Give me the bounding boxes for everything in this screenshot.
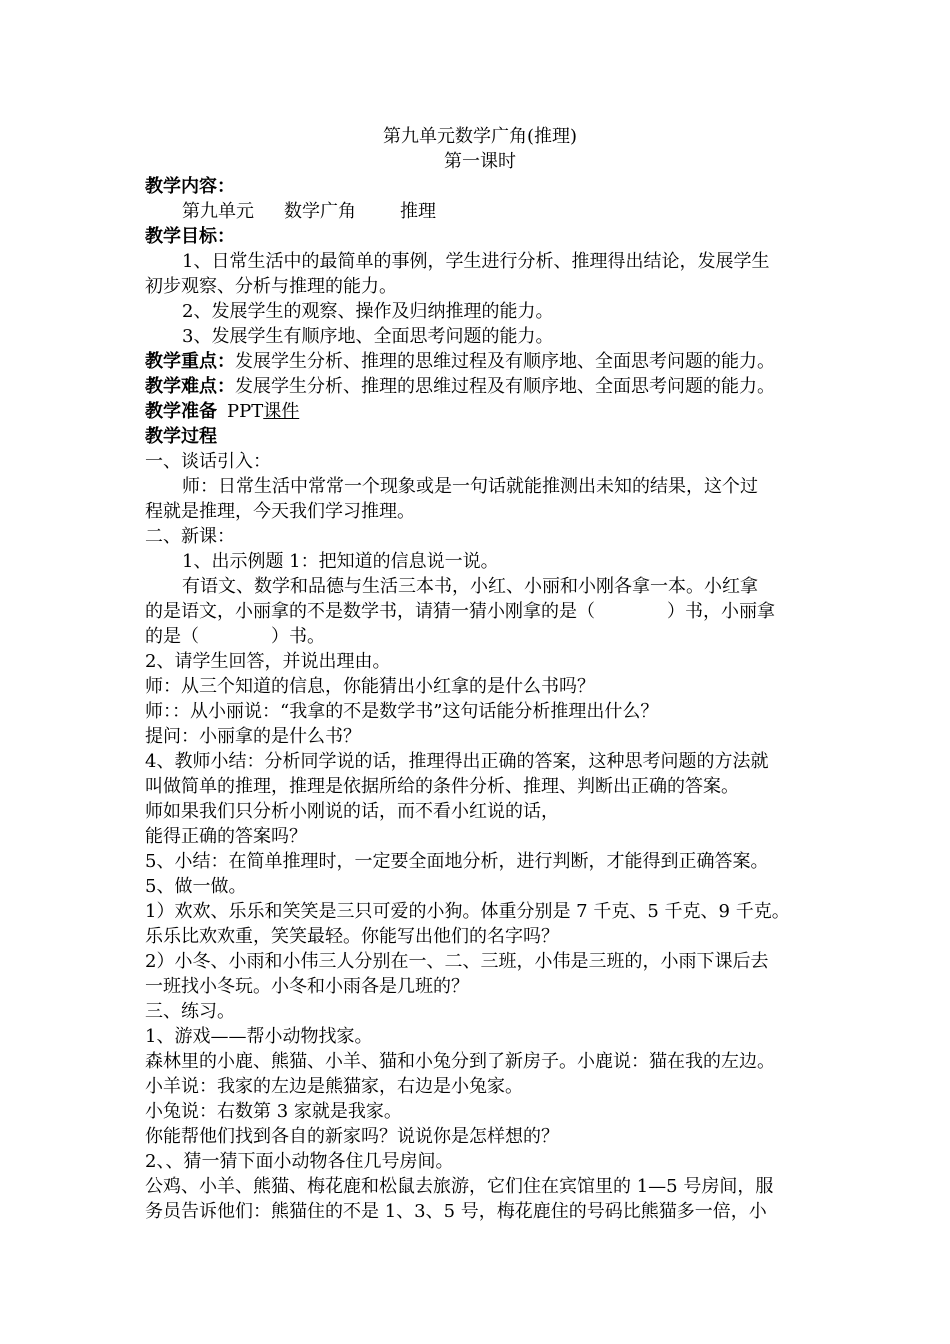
content-topic: 数学广角 bbox=[284, 201, 356, 222]
summary-4-line-2: 叫做简单的推理，推理是依据所给的条件分析、推理、判断出正确的答案。 bbox=[145, 776, 739, 797]
intro-paragraph-line-1: 师：日常生活中常常一个现象或是一句话就能推测出未知的结果，这个过 bbox=[182, 476, 758, 497]
preparation-label: 教学准备 bbox=[145, 401, 217, 422]
teaching-key-point bbox=[145, 349, 815, 374]
exercise-1-title: 1、游戏——帮小动物找家。 bbox=[145, 1026, 373, 1047]
goal-1-line-2: 初步观察、分析与推理的能力。 bbox=[145, 276, 397, 297]
example-1-line-2: 的是语文，小丽拿的不是数学书，请猜一猜小刚拿的是（ ）书，小丽拿 bbox=[145, 601, 775, 622]
summary-5-line: 5、小结：在简单推理时，一定要全面地分析，进行判断，才能得到正确答案。 bbox=[145, 851, 769, 872]
key-point-label: 教学重点： bbox=[145, 351, 235, 372]
heading-teaching-goals: 教学目标： bbox=[145, 226, 235, 247]
goal-2: 2、发展学生的观察、操作及归纳推理的能力。 bbox=[182, 301, 554, 322]
teacher-question-1: 师：从三个知道的信息，你能猜出小红拿的是什么书吗？ bbox=[145, 676, 595, 697]
document-title: 第九单元数学广角(推理) bbox=[382, 126, 578, 147]
goal-1-line-1: 1、日常生活中的最简单的事例，学生进行分析、推理得出结论，发展学生 bbox=[182, 251, 770, 272]
practice-1-line-2: 乐乐比欢欢重，笑笑最轻。你能写出他们的名字吗？ bbox=[145, 926, 559, 947]
exercise-1-line-1: 森林里的小鹿、熊猫、小羊、猫和小兔分到了新房子。小鹿说：猫在我的左边。 bbox=[145, 1051, 775, 1072]
practice-2-line-1: 2）小冬、小雨和小伟三人分别在一、二、三班，小伟是三班的，小雨下课后去 bbox=[145, 951, 769, 972]
exercise-1-line-3: 小兔说：右数第 3 家就是我家。 bbox=[145, 1101, 402, 1122]
exercise-2-title: 2、、猜一猜下面小动物各住几号房间。 bbox=[145, 1151, 454, 1172]
practice-1-line-1: 1）欢欢、乐乐和笑笑是三只可爱的小狗。体重分别是 7 千克、5 千克、9 千克。 bbox=[145, 901, 790, 922]
document-subtitle: 第一课时 bbox=[444, 151, 516, 172]
intro-paragraph-line-2: 程就是推理，今天我们学习推理。 bbox=[145, 501, 415, 522]
teaching-difficulty bbox=[145, 374, 815, 399]
section-exercise-heading: 三、练习。 bbox=[145, 1001, 235, 1022]
teaching-preparation bbox=[145, 399, 815, 424]
practice-heading: 5、做一做。 bbox=[145, 876, 247, 897]
teacher-question-2: 师：：从小丽说：“我拿的不是数学书”这句话能分析推理出什么？ bbox=[145, 701, 659, 722]
exercise-2-line-1: 公鸡、小羊、熊猫、梅花鹿和松鼠去旅游，它们住在宾馆里的 1—5 号房间，服 bbox=[145, 1176, 774, 1197]
summary-4-line-1: 4、教师小结：分析同学说的话，推理得出正确的答案，这种思考问题的方法就 bbox=[145, 751, 769, 772]
teacher-followup-line-2: 能得正确的答案吗？ bbox=[145, 826, 307, 847]
exercise-1-line-4: 你能帮他们找到各自的新家吗？说说你是怎样想的？ bbox=[145, 1126, 559, 1147]
heading-teaching-content: 教学内容： bbox=[145, 176, 235, 197]
example-1-line-3: 的是（ ）书。 bbox=[145, 626, 325, 647]
question-line: 提问：小丽拿的是什么书？ bbox=[145, 726, 361, 747]
exercise-2-line-2: 务员告诉他们：熊猫住的不是 1、3、5 号，梅花鹿住的号码比熊猫多一倍，小 bbox=[145, 1201, 767, 1222]
courseware-link[interactable]: 课件 bbox=[263, 401, 300, 422]
exercise-1-line-2: 小羊说：我家的左边是熊猫家，右边是小兔家。 bbox=[145, 1076, 523, 1097]
content-subtopic: 推理 bbox=[400, 201, 436, 222]
preparation-text: PPT bbox=[227, 401, 264, 422]
difficulty-label: 教学难点： bbox=[145, 376, 235, 397]
content-unit: 第九单元 bbox=[182, 201, 254, 222]
example-1-line-1: 有语文、数学和品德与生活三本书，小红、小丽和小刚各拿一本。小红拿 bbox=[182, 576, 758, 597]
example-1-intro: 1、出示例题 1：把知道的信息说一说。 bbox=[182, 551, 499, 572]
teacher-followup-line-1: 师如果我们只分析小刚说的话，而不看小红说的话， bbox=[145, 801, 559, 822]
step-2-line: 2、请学生回答，并说出理由。 bbox=[145, 651, 391, 672]
practice-2-line-2: 一班找小冬玩。小冬和小雨各是几班的？ bbox=[145, 976, 469, 997]
section-intro-heading: 一、谈话引入： bbox=[145, 451, 271, 472]
heading-teaching-process: 教学过程 bbox=[145, 426, 217, 447]
teaching-content-line bbox=[145, 199, 815, 224]
document-body bbox=[145, 124, 815, 1224]
difficulty-text: 发展学生分析、推理的思维过程及有顺序地、全面思考问题的能力。 bbox=[235, 376, 775, 397]
key-point-text: 发展学生分析、推理的思维过程及有顺序地、全面思考问题的能力。 bbox=[235, 351, 775, 372]
section-new-lesson-heading: 二、新课： bbox=[145, 526, 235, 547]
goal-3: 3、发展学生有顺序地、全面思考问题的能力。 bbox=[182, 326, 554, 347]
